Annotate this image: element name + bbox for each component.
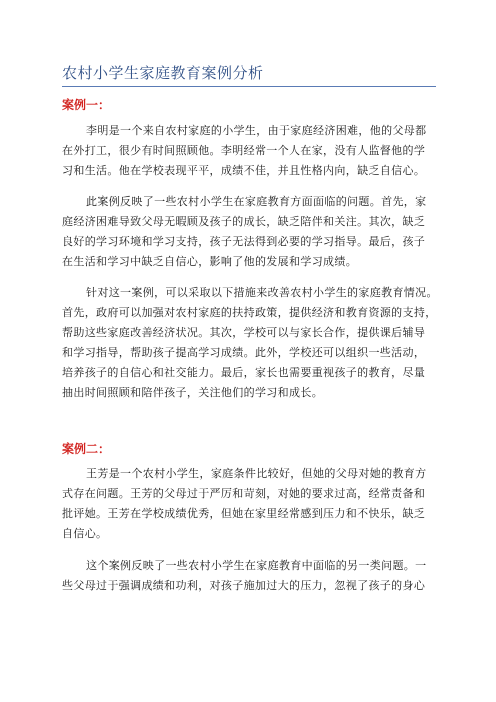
case-one-paragraph-2 xyxy=(62,192,442,272)
text-line: 自信心。 xyxy=(62,527,108,540)
case-one-paragraph-1 xyxy=(62,121,442,181)
title-divider xyxy=(62,86,436,87)
case-two-paragraph-1 xyxy=(62,464,442,544)
case-two-paragraph-2 xyxy=(62,556,442,596)
case-one-paragraph-3 xyxy=(62,283,442,403)
text-line: 式存在问题。王芳的父母过于严厉和苛刻，对她的要求过高，经常责备和 xyxy=(62,487,426,500)
text-line: 些父母过于强调成绩和功利，对孩子施加过大的压力，忽视了孩子的身心 xyxy=(62,579,426,592)
text-line: 针对这一案例，可以采取以下措施来改善农村小学生的家庭教育情况。 xyxy=(86,286,438,299)
text-line: 培养孩子的自信心和社交能力。最后，家长也需要重视孩子的教育，尽量 xyxy=(62,366,426,379)
text-line: 习和生活。他在学校表现平平，成绩不佳，并且性格内向，缺乏自信心。 xyxy=(62,164,426,177)
text-line: 王芳是一个农村小学生，家庭条件比较好，但她的父母对她的教育方 xyxy=(86,467,427,480)
document-title: 农村小学生家庭教育案例分析 xyxy=(62,64,264,82)
case-two-heading: 案例二： xyxy=(62,442,111,456)
case-one-heading: 案例一： xyxy=(62,98,111,112)
text-line: 良好的学习环境和学习支持，孩子无法得到必要的学习指导。最后，孩子 xyxy=(62,235,426,248)
text-line: 庭经济困难导致父母无暇顾及孩子的成长，缺乏陪伴和关注。其次，缺乏 xyxy=(62,215,426,228)
text-line: 批评她。王芳在学校成绩优秀，但她在家里经常感到压力和不快乐，缺乏 xyxy=(62,507,426,520)
text-line: 这个案例反映了一些农村小学生在家庭教育中面临的另一类问题。一 xyxy=(86,559,427,572)
text-line: 在外打工，很少有时间照顾他。李明经常一个人在家，没有人监督他的学 xyxy=(62,144,426,157)
text-line: 抽出时间照顾和陪伴孩子，关注他们的学习和成长。 xyxy=(62,386,324,399)
text-line: 首先，政府可以加强对农村家庭的扶持政策，提供经济和教育资源的支持， xyxy=(62,306,437,319)
text-line: 在生活和学习中缺乏自信心，影响了他的发展和学习成绩。 xyxy=(62,255,358,268)
text-line: 帮助这些家庭改善经济状况。其次，学校可以与家长合作，提供课后辅导 xyxy=(62,326,426,339)
text-line: 和学习指导，帮助孩子提高学习成绩。此外，学校还可以组织一些活动， xyxy=(62,346,426,359)
text-line: 李明是一个来自农村家庭的小学生，由于家庭经济困难，他的父母都 xyxy=(86,124,427,137)
text-line: 此案例反映了一些农村小学生在家庭教育方面面临的问题。首先，家 xyxy=(86,195,427,208)
